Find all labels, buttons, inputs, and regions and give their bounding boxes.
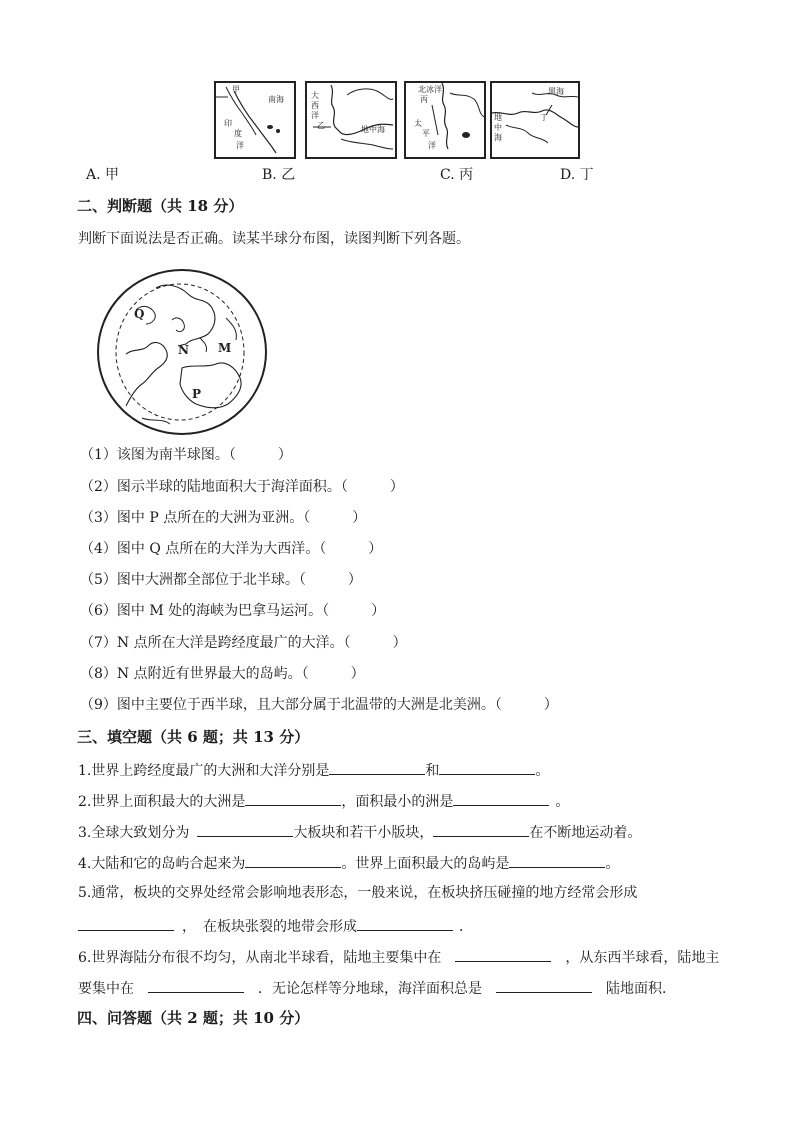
- section2-title: 二、判断题（共 18 分）: [77, 197, 244, 215]
- fill-q6-text-d: ．无论怎样等分地球，海洋面积总是: [258, 981, 482, 997]
- fill-q5-line1: 5.通常，板块的交界处经常会影响地表形态，一般来说，在板块挤压碰撞的地方经常会形成: [78, 885, 638, 901]
- map-bing-label-5: 洋: [428, 141, 436, 150]
- judge-item-7: （7）N 点所在大洋是跨经度最广的大洋。（ ）: [80, 635, 407, 651]
- fill-q2-text-a: 2.世界上面积最大的大洲是: [78, 794, 246, 810]
- map-ding-label-4: 中: [494, 123, 502, 132]
- section3-title: 三、填空题（共 6 题；共 13 分）: [77, 728, 310, 746]
- map-label-q: Q: [134, 307, 145, 321]
- judge-item-2: （2）图示半球的陆地面积大于海洋面积。（ ）: [80, 479, 404, 495]
- map-bing-label-2: 丙: [420, 95, 428, 104]
- map-ding-label-2: 丁: [540, 113, 548, 122]
- judge-item-1: （1）该图为南半球图。（ ）: [80, 447, 292, 463]
- fill-q6-line2: [78, 978, 676, 998]
- judge-item-5: （5）图中大洲都全部位于北半球。（ ）: [80, 572, 362, 588]
- map-ding-drawing: [492, 83, 578, 157]
- fill-q2-text-b: ，面积最小的洲是: [341, 794, 454, 810]
- fill-q1-text-c: 。: [535, 763, 550, 779]
- fill-q2-blank-2[interactable]: [453, 791, 549, 806]
- hemisphere-map-drawing: [96, 268, 270, 438]
- map-bing: [404, 81, 486, 159]
- map-yi-label-1: 大: [311, 91, 319, 100]
- fill-q4: [78, 853, 619, 873]
- judge-item-8: （8）N 点附近有世界最大的岛屿。（ ）: [80, 666, 365, 682]
- map-yi-label-3: 洋: [311, 111, 319, 120]
- fill-q6-line1: [78, 947, 719, 967]
- map-jia: [214, 81, 296, 159]
- map-jia-label-1: 甲: [232, 85, 240, 94]
- map-yi-label-4: 乙: [317, 121, 325, 130]
- map-ding-label-5: 海: [494, 133, 502, 142]
- map-jia-label-5: 洋: [236, 141, 244, 150]
- section2-intro: 判断下面说法是否正确。读某半球分布图，读图判断下列各题。: [78, 231, 470, 247]
- option-b[interactable]: B. 乙: [262, 167, 296, 183]
- map-yi-label-2: 西: [311, 101, 319, 110]
- fill-q3: [78, 822, 641, 842]
- option-d[interactable]: D. 丁: [560, 167, 594, 183]
- option-c[interactable]: C. 丙: [440, 167, 474, 183]
- fill-q4-blank-2[interactable]: [509, 853, 605, 868]
- map-bing-label-3: 太: [414, 119, 422, 128]
- fill-q6-text-e: 陆地面积．: [606, 981, 676, 997]
- fill-q3-text-b: 大板块和若干小版块，: [293, 825, 434, 841]
- fill-q6-blank-2[interactable]: [148, 978, 244, 993]
- map-bing-label-1: 北冰洋: [418, 85, 442, 94]
- judge-item-6: （6）图中 M 处的海峡为巴拿马运河。（ ）: [80, 603, 386, 619]
- fill-q1-blank-2[interactable]: [439, 760, 535, 775]
- fill-q1-text-b: 和: [425, 763, 440, 779]
- map-jia-label-4: 度: [234, 129, 242, 138]
- map-yi-drawing: [307, 83, 395, 157]
- map-yi-label-5: 地中海: [361, 125, 385, 134]
- map-jia-label-3: 印: [224, 119, 232, 128]
- map-ding: [490, 81, 580, 159]
- fill-q3-text-a: 3.全球大致划分为: [78, 825, 190, 841]
- fill-q1-text-a: 1.世界上跨经度最广的大洲和大洋分别是: [78, 763, 330, 779]
- fill-q1: [78, 760, 549, 780]
- hemisphere-map: [96, 268, 270, 438]
- option-a[interactable]: A. 甲: [86, 167, 120, 183]
- map-jia-label-2: 南海: [268, 95, 284, 104]
- map-ding-label-3: 地: [494, 113, 502, 122]
- fill-q2-text-c: 。: [555, 794, 570, 810]
- map-label-n: N: [178, 343, 189, 357]
- judge-item-4: （4）图中 Q 点所在的大洋为大西洋。（ ）: [80, 541, 383, 557]
- fill-q5-line2: [78, 916, 473, 936]
- fill-q4-text-b: 。世界上面积最大的岛屿是: [341, 856, 510, 872]
- judge-item-9: （9）图中主要位于西半球，且大部分属于北温带的大洲是北美洲。（ ）: [80, 697, 558, 713]
- fill-q5-blank-2[interactable]: [357, 916, 453, 931]
- fill-q3-text-c: 在不断地运动着。: [529, 825, 642, 841]
- fill-q2-blank-1[interactable]: [245, 791, 341, 806]
- fill-q5-blank-1[interactable]: [78, 916, 174, 931]
- fill-q1-blank-1[interactable]: [329, 760, 425, 775]
- fill-q6-blank-3[interactable]: [496, 978, 592, 993]
- map-bing-label-4: 平: [422, 129, 430, 138]
- fill-q5-text-b: ， 在板块张裂的地带会形成: [182, 919, 357, 935]
- fill-q6-text-a: 6.世界海陆分布很不均匀，从南北半球看，陆地主要集中在: [78, 950, 442, 966]
- fill-q5-text-c: ．: [459, 919, 473, 935]
- map-yi: [305, 81, 397, 159]
- map-label-m: M: [218, 341, 232, 355]
- map-label-p: P: [192, 387, 202, 401]
- fill-q3-blank-2[interactable]: [433, 822, 529, 837]
- fill-q3-blank-1[interactable]: [197, 822, 293, 837]
- judge-item-3: （3）图中 P 点所在的大洲为亚洲。（ ）: [80, 510, 367, 526]
- map-ding-label-1: 黑海: [548, 87, 564, 96]
- fill-q4-text-c: 。: [605, 856, 620, 872]
- fill-q6-blank-1[interactable]: [455, 947, 551, 962]
- fill-q4-blank-1[interactable]: [245, 853, 341, 868]
- fill-q4-text-a: 4.大陆和它的岛屿合起来为: [78, 856, 246, 872]
- fill-q2: [78, 791, 569, 811]
- section4-title: 四、问答题（共 2 题；共 10 分）: [77, 1009, 310, 1027]
- fill-q6-text-c: 要集中在: [78, 981, 134, 997]
- fill-q6-text-b: ，从东西半球看，陆地主: [565, 950, 720, 966]
